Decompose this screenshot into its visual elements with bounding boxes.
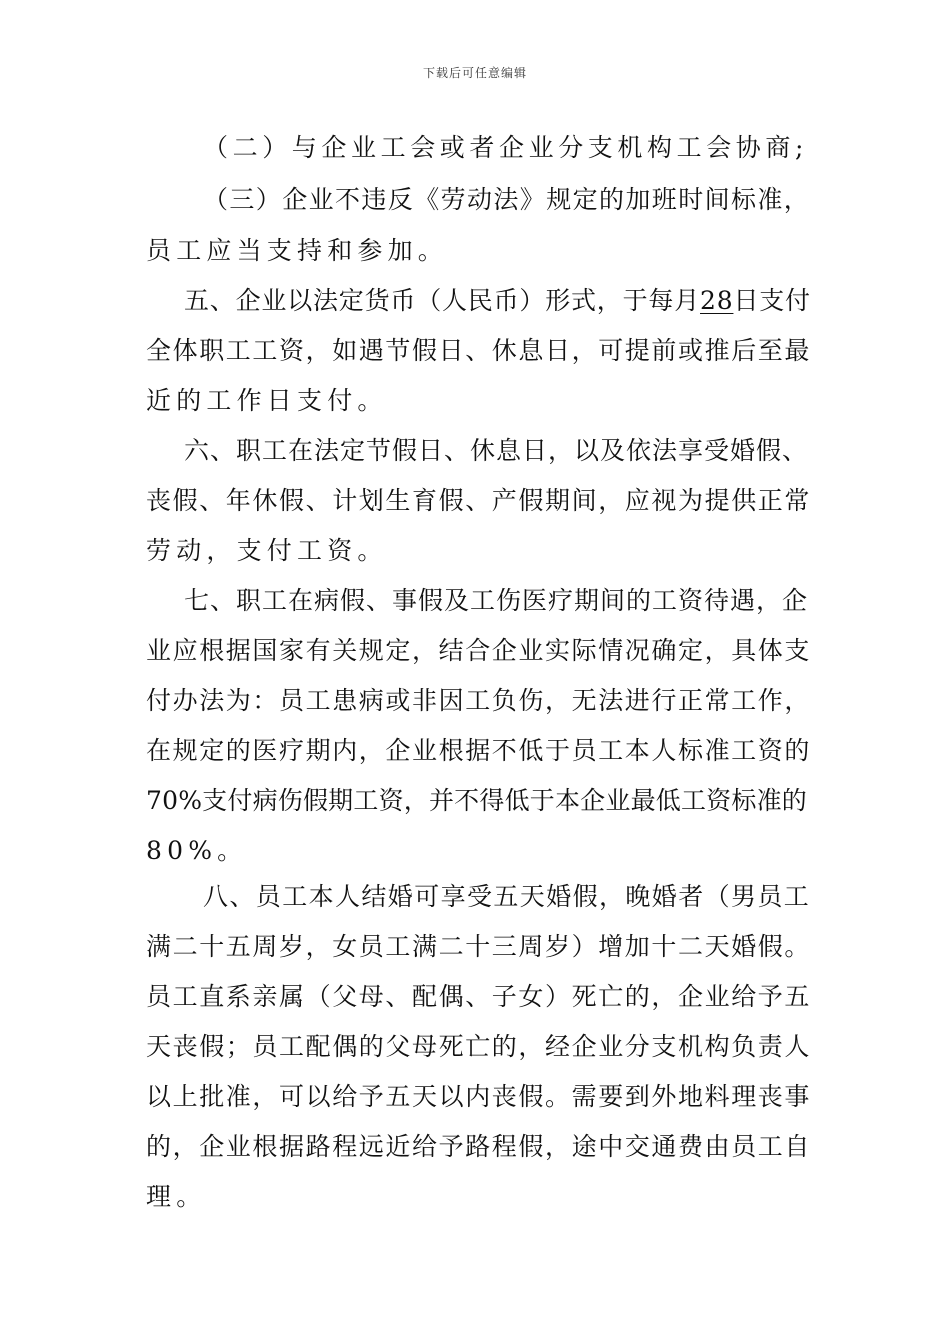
- paragraph-line: 满二十五周岁，女员工满二十三周岁）增加十二天婚假。: [146, 932, 812, 961]
- paragraph-line: 付办法为：员工患病或非因工负伤，无法进行正常工作，: [146, 686, 812, 715]
- paragraph-line: 丧假、年休假、计划生育假、产假期间，应视为提供正常: [146, 486, 812, 515]
- line-text: 五、企业以法定货币（人民币）形式，于每月: [184, 286, 701, 315]
- paragraph-line: 全体职工工资，如遇节假日、休息日，可提前或推后至最: [146, 336, 812, 365]
- paragraph-line: 八、员工本人结婚可享受五天婚假，晚婚者（男员工: [203, 882, 811, 911]
- paragraph-line: 天丧假；员工配偶的父母死亡的，经企业分支机构负责人: [146, 1032, 812, 1061]
- paragraph-line: 以上批准，可以给予五天以内丧假。需要到外地料理丧事: [146, 1082, 812, 1111]
- paragraph-line: 80%。: [146, 836, 248, 865]
- paragraph-line: 六、职工在法定节假日、休息日，以及依法享受婚假、: [184, 436, 809, 465]
- paragraph-line: （二）与企业工会或者企业分支机构工会协商;: [203, 133, 809, 162]
- paragraph-line: 理。: [146, 1182, 207, 1211]
- paragraph-line: 劳动，支付工资。: [146, 536, 388, 565]
- paragraph-line: 七、职工在病假、事假及工伤医疗期间的工资待遇，企: [184, 586, 809, 615]
- paragraph-line: 70%支付病伤假期工资，并不得低于本企业最低工资标准的: [146, 786, 807, 815]
- paragraph-line: 近的工作日支付。: [146, 386, 388, 415]
- paragraph-line: 的，企业根据路程远近给予路程假，途中交通费由员工自: [146, 1132, 812, 1161]
- paragraph-line: 员工应当支持和参加。: [146, 236, 449, 265]
- paragraph-line: 在规定的医疗期内，企业根据不低于员工本人标准工资的: [146, 736, 812, 765]
- page-header: 下载后可任意编辑: [422, 66, 527, 80]
- paragraph-line: 员工直系亲属（父母、配偶、子女）死亡的，企业给予五: [146, 982, 812, 1011]
- paragraph-line: [184, 276, 811, 326]
- paragraph-line: 业应根据国家有关规定，结合企业实际情况确定，具体支: [146, 636, 812, 665]
- line-text: 日支付: [733, 286, 811, 315]
- pay-day-value: 28: [700, 286, 734, 315]
- paragraph-line: （三）企业不违反《劳动法》规定的加班时间标准，: [203, 185, 811, 214]
